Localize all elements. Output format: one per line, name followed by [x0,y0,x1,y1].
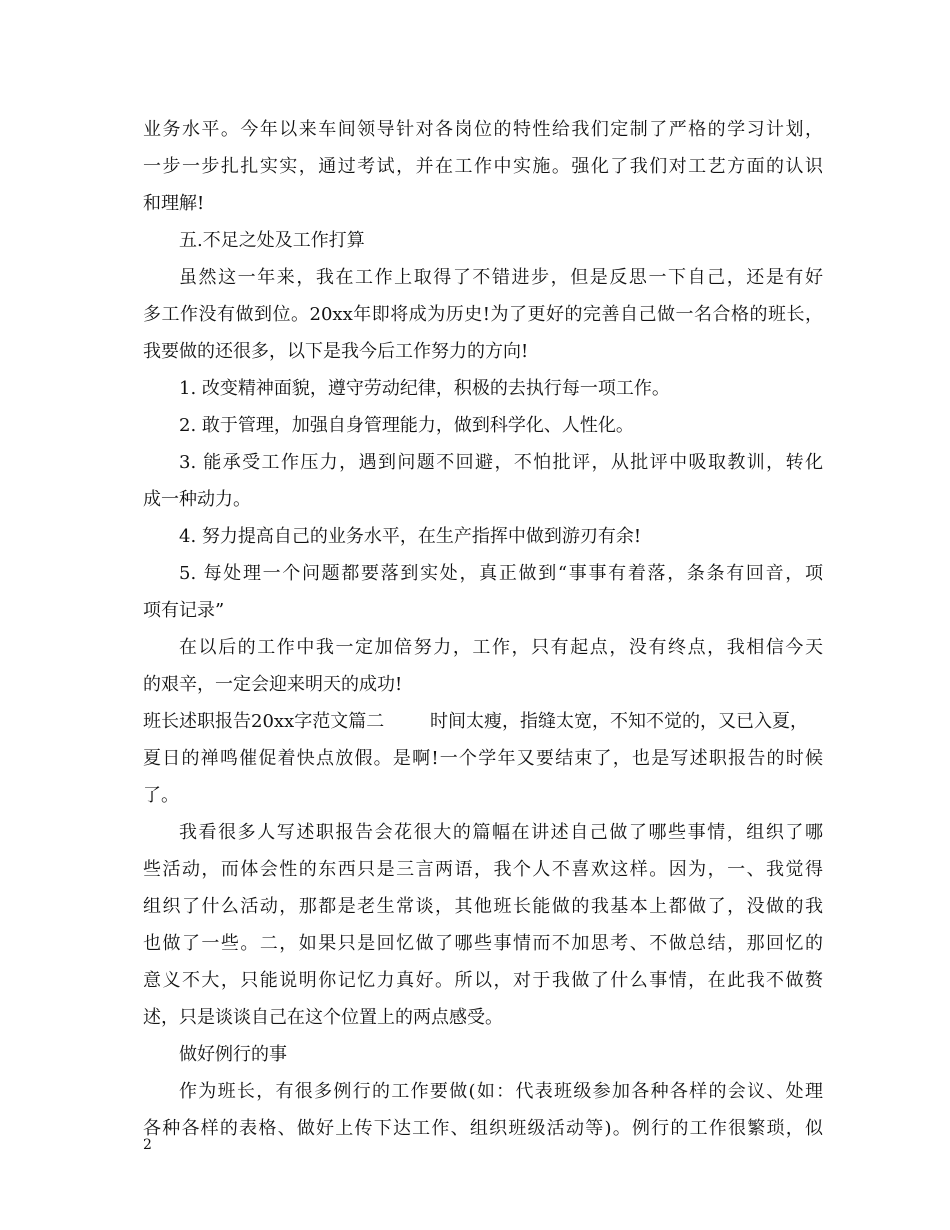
text-line: 虽然这一年来，我在工作上取得了不错进步，但是反思一下自己，还是有好 [179,267,823,288]
article-title-line: 班长述职报告20xx字范文篇二 时间太瘦，指缝太宽，不知不觉的，又已入夏， [143,711,808,732]
text-line: 在以后的工作中我一定加倍努力，工作，只有起点，没有终点，我相信今天 [179,637,823,658]
text-line: 夏日的禅鸣催促着快点放假。是啊!一个学年又要结束了，也是写述职报告的时候 [143,748,823,769]
text-line: 述，只是谈谈自己在这个位置上的两点感受。 [143,1007,503,1028]
list-item: 4. 努力提高自己的业务水平，在生产指挥中做到游刃有余! [179,526,642,547]
section-heading: 做好例行的事 [179,1044,287,1065]
list-item: 5. 每处理一个问题都要落到实处，真正做到“事事有着落，条条有回音，项 [179,563,823,584]
text-line: 我要做的还很多，以下是我今后工作努力的方向! [143,341,529,362]
text-line: 意义不大，只能说明你记忆力真好。所以，对于我做了什么事情，在此我不做赘 [143,970,823,991]
text-line: 各种各样的表格、做好上传下达工作、组织班级活动等)。例行的工作很繁琐，似 [143,1118,823,1139]
text-line: 我看很多人写述职报告会花很大的篇幅在讲述自己做了哪些事情，组织了哪 [179,822,823,843]
text-line: 和理解! [143,193,205,214]
list-item: 1. 改变精神面貌，遵守劳动纪律，积极的去执行每一项工作。 [179,378,670,399]
text-line: 业务水平。今年以来车间领导针对各岗位的特性给我们定制了严格的学习计划， [143,119,823,140]
list-item: 2. 敢于管理，加强自身管理能力，做到科学化、人性化。 [179,415,634,436]
section-heading: 五.不足之处及工作打算 [179,230,365,251]
text-line: 组织了什么活动，那都是老生常谈，其他班长能做的我基本上都做了，没做的我 [143,896,823,917]
text-line: 的艰辛，一定会迎来明天的成功! [143,674,403,695]
text-line: 项有记录” [143,600,225,621]
page-number: 2 [143,1137,152,1153]
text-line: 成一种动力。 [143,489,251,510]
list-item: 3. 能承受工作压力，遇到问题不回避，不怕批评，从批评中吸取教训，转化 [179,452,823,473]
text-line: 作为班长，有很多例行的工作要做(如：代表班级参加各种各样的会议、处理 [179,1081,823,1102]
text-line: 了。 [143,785,179,806]
text-line: 些活动，而体会性的东西只是三言两语，我个人不喜欢这样。因为，一、我觉得 [143,859,823,880]
text-line: 也做了一些。二，如果只是回忆做了哪些事情而不加思考、不做总结，那回忆的 [143,933,823,954]
text-line: 一步一步扎扎实实，通过考试，并在工作中实施。强化了我们对工艺方面的认识 [143,156,823,177]
text-line: 多工作没有做到位。20xx年即将成为历史!为了更好的完善自己做一名合格的班长， [143,304,823,325]
